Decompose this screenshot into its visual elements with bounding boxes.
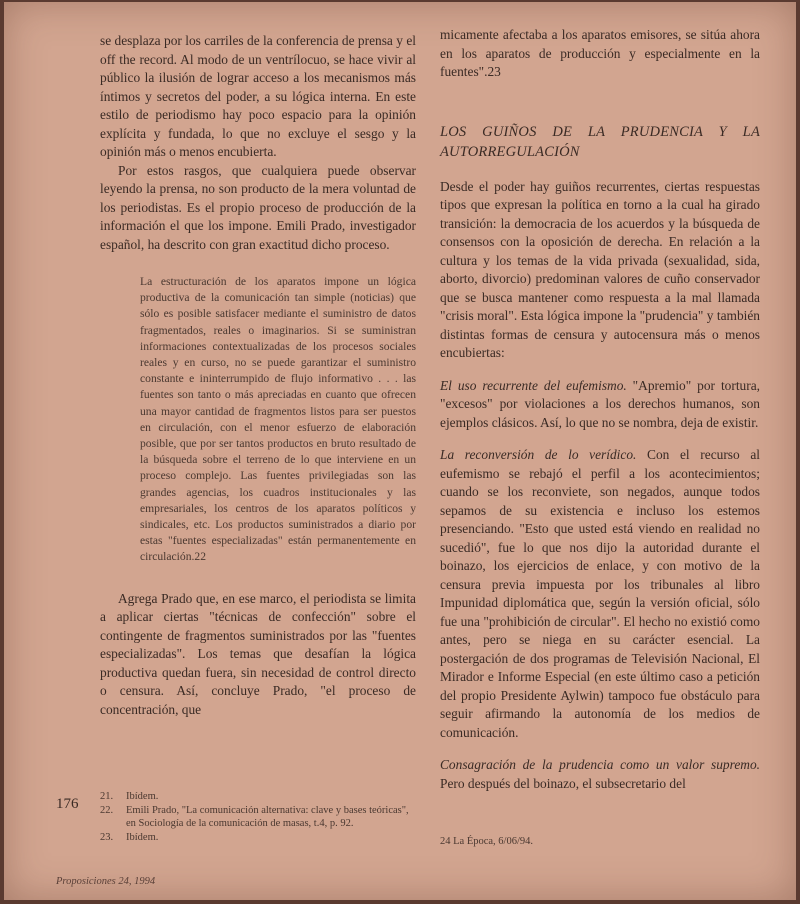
footnote <box>100 790 420 804</box>
footnote-number: 21. <box>100 791 114 802</box>
footnote-text: Emili Prado, "La comunicación alternativa: clave y bases teóricas", en Sociología de la comunicación de masas, t.4, p. 92. <box>126 804 409 829</box>
block-quote: La estructuración de los aparatos impone un lógica productiva de la comunicación tan simple (noticias) que sólo es posible satisfacer mediante el suministro de datos fragmentados, reales o imaginarios. Si se suministran informaciones contextualizadas de los procesos sociales reales y en curso, no se puede garantizar el suministro constante e ininterrumpido de flujo informativo . . . las fuentes son tanto o más apreciadas en cuanto que ofrecen una mayor cantidad de fragmentos listos para ser puestos en circulación, con el menor esfuerzo de elaboración posible, que por ser tantos productos en bruto resultado de la búsqueda sobre el terreno de lo que interviene en un proceso complejo. Las fuentes privilegiadas son las grandes agencias, los cuadros institucionales y las empresariales, los centros de los aparatos políticos y sindicales, etc. Los productos suministrados a diario por estas "fuentes especializadas" están permanentemente en circulación.22 <box>140 275 416 564</box>
paragraph <box>440 446 760 742</box>
paragraph: Por estos rasgos, que cualquiera puede observar leyendo la prensa, no son producto de la mera voluntad de los periodistas. Es el propio proceso de producción de la información el que los impone. Emili Prado, investigador español, ha descrito con gran exactitud dicho proceso. <box>100 162 416 252</box>
lead-in: Consagración de la prudencia como un valor supremo. <box>440 757 760 772</box>
footnotes <box>100 790 420 844</box>
footnote-number: 23. <box>100 831 114 843</box>
paragraph <box>440 756 760 793</box>
right-footnote: 24 La Época, 6/06/94. <box>440 836 534 847</box>
footnote-text: Ibídem. <box>126 831 159 843</box>
page-number: 176 <box>56 796 79 812</box>
paragraph-body: Pero después del boinazo, el subsecretario del <box>440 775 686 791</box>
footnote <box>100 831 420 845</box>
paragraph-body: "Apremio" por tortura, "excesos" por violaciones a los derechos humanos, son ejemplos clásicos. Así, lo que no se nombra, deja de existir. <box>440 377 760 430</box>
right-column <box>440 26 760 793</box>
paragraph: micamente afectaba a los aparatos emisores, se sitúa ahora en los aparatos de producción y especialmente en la fuentes".23 <box>440 27 760 79</box>
lead-in: La reconversión de lo verídico. <box>440 447 637 462</box>
paragraph <box>440 377 760 433</box>
footnote <box>100 804 420 831</box>
left-column <box>100 32 416 719</box>
running-footer: Proposiciones 24, 1994 <box>56 876 156 887</box>
book-page <box>4 2 796 900</box>
lead-in: El uso recurrente del eufemismo. <box>440 377 627 393</box>
footnote-number: 22. <box>100 804 114 816</box>
paragraph: Agrega Prado que, en ese marco, el periodista se limita a aplicar ciertas "técnicas de confección" sobre el contingente de fragmentos suministrados por las "fuentes especializadas". Los temas que desafían la lógica productiva quedan fuera, sin necesidad de control directo o censura. Así, concluye Prado, "el proceso de concentración, que <box>100 590 416 717</box>
section-heading: LOS GUIÑOS DE LA PRUDENCIA Y LA AUTORREGULACIÓN <box>440 123 760 160</box>
footnote-text: Ibídem. <box>126 791 159 802</box>
paragraph-body: Con el recurso al eufemismo se rebajó el perfil a los acontecimientos; cuando se los reconviete, son negados, aunque todos sepamos de su existencia e incluso los estemos presenciando. "Esto que usted está viendo en realidad no sucedió", fue lo que nos dijo la autoridad durante el boinazo, los ejercicios de enlace, y con motivo de la censura previa impuesta por los tribunales al libro Impunidad diplomática que, según la versión oficial, sólo fue una "prohibición de circular". El hecho no existió como antes, pero se niega en su carácter esencial. La postergación de dos programas de Televisión Nacional, El Mirador e Informe Especial (en este último caso a petición del propio Presidente Aylwin) tampoco fue obstáculo para seguir afirmando la autonomía de los medios de comunicación. <box>440 447 760 740</box>
paragraph: se desplaza por los carriles de la conferencia de prensa y el off the record. Al modo de un ventrílocuo, se hace vivir al público la ilusión de lograr acceso a los mecanismos más íntimos y secretos del poder, a su lógica interna. En este estilo de periodismo hay poco espacio para la opinión explícita y fundada, lo que no excluye el sesgo y la opinión más o menos encubierta. <box>100 33 416 159</box>
paragraph: Desde el poder hay guiños recurrentes, ciertas respuestas tipos que expresan la política en torno a la cual ha girado transición: la democracia de los acuerdos y la búsqueda de consensos con la oposición de derecha. En relación a la cultura y los temas de la vida privada (sexualidad, sida, aborto, divorcio) predominan valores de cuño conservador que se busca mantener como respuesta a la mal llamada "crisis moral". Esta lógica impone la "prudencia" y también distintas formas de censura y autocensura más o menos encubiertas: <box>440 178 760 360</box>
